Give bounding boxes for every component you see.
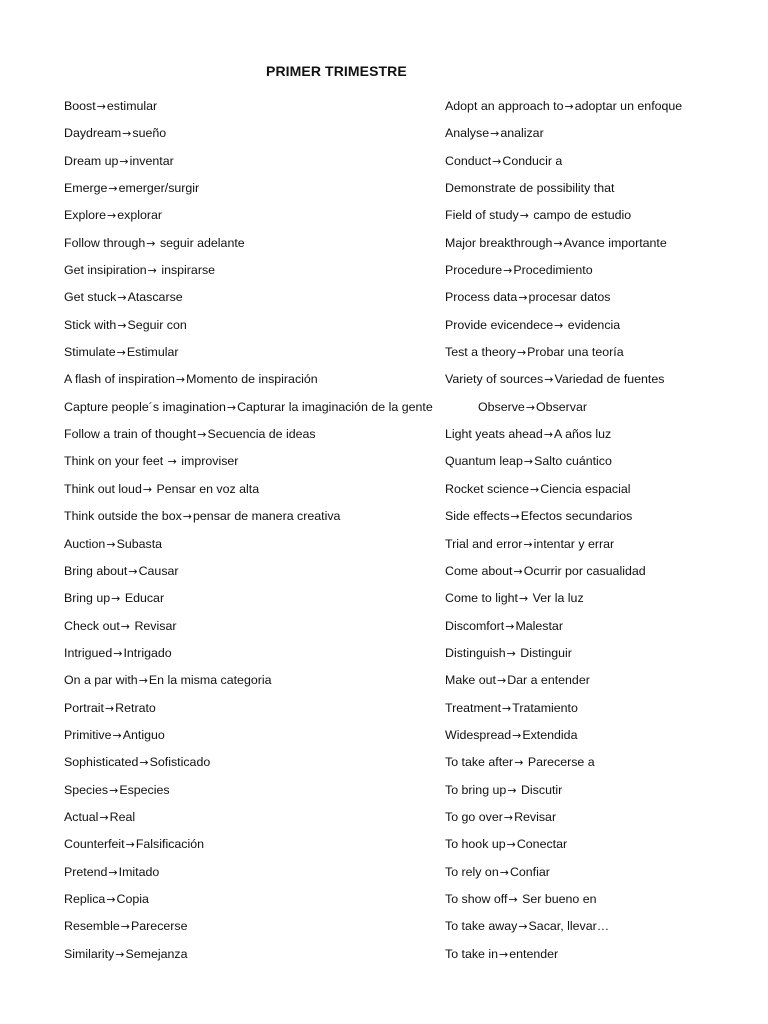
entry-term: Similarity [64,946,115,961]
vocabulary-entry [64,640,454,667]
vocabulary-entry [64,859,454,886]
vocabulary-entry [445,913,745,940]
entry-term: Distinguish [445,645,506,660]
vocabulary-entry [445,831,745,858]
arrow-right-icon: → [499,947,509,961]
arrow-right-icon: → [182,510,193,524]
arrow-right-icon: → [525,400,536,414]
vocabulary-entry [445,148,745,175]
entry-term: Field of study [445,208,519,223]
entry-term: Adopt an approach to [445,99,564,113]
entry-term: To rely on [445,864,499,879]
vocabulary-entry [64,831,454,858]
entry-term: Follow a train of thought [64,427,197,442]
arrow-right-icon: → [508,892,518,906]
arrow-right-icon: → [502,701,512,715]
entry-term: Primitive [64,727,112,742]
vocabulary-entry [64,257,454,284]
arrow-right-icon: → [116,346,126,360]
arrow-right-icon: → [492,154,502,168]
arrow-right-icon: → [506,838,516,852]
arrow-right-icon: → [117,291,127,305]
entry-term: To bring up [445,782,507,797]
vocabulary-entry [445,366,745,393]
entry-translation: Intrigado [123,645,172,660]
vocabulary-entry [445,558,745,585]
arrow-right-icon: → [513,564,523,578]
entry-translation: analizar [500,126,544,141]
entry-translation: Momento de inspiración [186,372,318,387]
vocabulary-entry [445,448,745,475]
entry-translation: Semejanza [125,946,188,961]
vocabulary-entry [64,613,454,640]
entry-term: Daydream [64,126,122,141]
entry-term: Observe [478,399,525,414]
arrow-right-icon: → [505,619,515,633]
entry-translation: Real [109,809,136,824]
entry-term: To take in [445,946,499,961]
entry-translation: Seguir con [127,317,187,332]
entry-term: To hook up [445,837,506,852]
arrow-right-icon: → [106,537,116,551]
vocabulary-entry [445,859,745,886]
entry-translation: Distinguir [516,645,572,660]
arrow-right-icon: → [106,892,116,906]
entry-term: Intrigued [64,645,113,660]
arrow-right-icon: → [499,865,509,879]
vocabulary-entry [64,202,454,229]
entry-translation: Ciencia espacial [540,481,631,496]
entry-term: Quantum leap [445,454,523,469]
arrow-right-icon: → [146,236,156,250]
entry-translation: En la misma categoria [148,673,272,688]
entry-translation: improviser [177,454,239,469]
entry-term: Demonstrate de possibility that [445,181,615,196]
vocabulary-entry [445,175,745,202]
vocabulary-entry [445,941,745,968]
arrow-right-icon: → [147,264,157,278]
entry-term: Procedure [445,263,503,278]
entry-term: Bring about [64,563,128,578]
arrow-right-icon: → [510,510,520,524]
entry-translation: Atascarse [127,290,183,305]
vocabulary-column-left [64,93,454,968]
vocabulary-entry [445,93,745,120]
vocabulary-entry [64,913,454,940]
entry-translation: A años luz [554,427,612,442]
vocabulary-entry [64,148,454,175]
entry-translation: Subasta [116,536,163,551]
entry-term: Think out loud [64,481,142,496]
arrow-right-icon: → [108,865,118,879]
entry-translation: Especies [119,782,170,797]
entry-term: Analyse [445,126,490,141]
entry-translation: Secuencia de ideas [207,427,316,442]
arrow-right-icon: → [96,100,106,113]
entry-term: Treatment [445,700,502,715]
entry-translation: Observar [536,399,588,414]
entry-translation: Confiar [509,864,550,879]
entry-term: To take after [445,755,514,770]
vocabulary-entry [64,448,454,475]
vocabulary-entry [445,695,745,722]
entry-translation: Revisar [131,618,177,633]
vocabulary-entry [445,202,745,229]
entry-translation: estimular [106,99,158,113]
vocabulary-entry [445,613,745,640]
arrow-right-icon: → [122,127,132,141]
entry-translation: adoptar un enfoque [574,99,683,113]
entry-translation: campo de estudio [529,208,632,223]
entry-term: Make out [445,673,496,688]
entry-term: Get insipiration [64,263,147,278]
vocabulary-entry [445,394,745,421]
vocabulary-entry [445,640,745,667]
entry-term: Counterfeit [64,837,125,852]
entry-term: Boost [64,99,96,113]
vocabulary-entry [64,284,454,311]
arrow-right-icon: → [553,236,563,250]
entry-translation: Conducir a [502,153,563,168]
arrow-right-icon: → [109,783,119,797]
entry-term: Check out [64,618,120,633]
entry-term: To show off [445,891,508,906]
entry-translation: procesar datos [528,290,611,305]
vocabulary-entry [64,531,454,558]
arrow-right-icon: → [104,701,115,715]
arrow-right-icon: → [503,810,514,824]
entry-translation: Variedad de fuentes [554,372,665,387]
entry-term: Portrait [64,700,104,715]
arrow-right-icon: → [523,537,533,551]
vocabulary-entry [445,421,745,448]
entry-term: Variety of sources [445,372,544,387]
entry-term: Stimulate [64,345,116,360]
entry-translation: Sofisticado [149,755,211,770]
arrow-right-icon: → [167,455,177,469]
entry-term: Think outside the box [64,509,182,524]
arrow-right-icon: → [514,756,524,770]
entry-term: Pretend [64,864,108,879]
entry-term: Follow through [64,235,146,250]
vocabulary-entry [445,312,745,339]
arrow-right-icon: → [120,619,131,633]
entry-term: Stick with [64,317,117,332]
vocabulary-entry [445,804,745,831]
entry-term: Come about [445,563,513,578]
vocabulary-entry [64,804,454,831]
vocabulary-column-right [445,93,745,968]
arrow-right-icon: → [519,209,529,223]
vocabulary-entry [64,312,454,339]
arrow-right-icon: → [544,373,554,387]
entry-translation: sueño [132,126,167,141]
vocabulary-entry [445,531,745,558]
arrow-right-icon: → [519,592,529,606]
arrow-right-icon: → [518,920,528,934]
entry-term: Emerge [64,181,108,196]
arrow-right-icon: → [197,428,207,442]
entry-translation: inventar [129,153,174,168]
entry-term: A flash of inspiration [64,372,175,387]
entry-translation: Conectar [516,837,568,852]
arrow-right-icon: → [518,291,528,305]
entry-translation: emerger/surgir [118,181,200,196]
arrow-right-icon: → [523,455,534,469]
entry-translation: Falsificación [135,837,205,852]
entry-term: Get stuck [64,290,117,305]
vocabulary-entry [64,394,454,421]
vocabulary-entry [64,230,454,257]
entry-translation: seguir adelante [156,235,245,250]
entry-translation: Ver la luz [529,591,584,606]
entry-translation: Antiguo [122,727,165,742]
entry-translation: Parecerse [131,919,188,934]
entry-term: Major breakthrough [445,235,553,250]
entry-translation: Dar a entender [507,673,590,688]
arrow-right-icon: → [99,810,109,824]
arrow-right-icon: → [115,947,125,961]
vocabulary-entry [64,722,454,749]
entry-translation: Pensar en voz alta [153,481,260,496]
entry-term: Resemble [64,919,120,934]
entry-translation: intentar y errar [533,536,615,551]
vocabulary-entry [64,339,454,366]
entry-term: Widespread [445,727,512,742]
entry-term: On a par with [64,673,138,688]
vocabulary-entry [64,503,454,530]
vocabulary-entry [445,667,745,694]
entry-term: Process data [445,290,518,305]
entry-translation: inspirarse [157,263,216,278]
vocabulary-entry [445,476,745,503]
vocabulary-entry [64,749,454,776]
arrow-right-icon: → [503,264,513,278]
vocabulary-entry [445,503,745,530]
entry-translation: Imitado [118,864,160,879]
entry-term: Bring up [64,591,111,606]
arrow-right-icon: → [142,482,153,496]
entry-translation: Educar [121,591,165,606]
vocabulary-entry [64,941,454,968]
entry-translation: Parecerse a [524,755,595,770]
entry-translation: Extendida [522,727,578,742]
vocabulary-entry [64,366,454,393]
entry-translation: Tratamiento [512,700,578,715]
entry-translation: Ser bueno en [518,891,597,906]
entry-translation: Capturar la imaginación de la gente [237,399,433,414]
entry-translation: entender [509,946,559,961]
vocabulary-entry [445,339,745,366]
arrow-right-icon: → [543,428,554,442]
entry-translation: Malestar [515,618,563,633]
arrow-right-icon: → [128,564,138,578]
arrow-right-icon: → [113,646,123,660]
arrow-right-icon: → [554,318,564,332]
entry-translation: Estimular [126,345,179,360]
arrow-right-icon: → [490,127,500,141]
entry-term: Conduct [445,153,492,168]
entry-translation: Revisar [514,809,557,824]
vocabulary-entry [445,585,745,612]
arrow-right-icon: → [512,728,522,742]
entry-term: Trial and error [445,536,523,551]
vocabulary-entry [445,722,745,749]
arrow-right-icon: → [530,482,540,496]
entry-translation: Ocurrir por casualidad [523,563,646,578]
entry-term: Explore [64,208,107,223]
arrow-right-icon: → [506,646,516,660]
vocabulary-entry [64,421,454,448]
vocabulary-entry [64,886,454,913]
entry-translation: Procedimiento [513,263,593,278]
entry-translation: Salto cuántico [534,454,612,469]
vocabulary-entry [445,284,745,311]
entry-translation: Copia [116,891,149,906]
arrow-right-icon: → [108,182,118,196]
vocabulary-entry [64,777,454,804]
arrow-right-icon: → [119,154,129,168]
arrow-right-icon: → [117,318,127,332]
entry-translation: pensar de manera creativa [193,509,341,524]
vocabulary-entry [64,93,454,120]
entry-translation: Efectos secundarios [520,509,633,524]
entry-translation: Sacar, llevar… [528,919,610,934]
arrow-right-icon: → [111,592,121,606]
vocabulary-entry [445,120,745,147]
arrow-right-icon: → [516,346,527,360]
vocabulary-entry [64,585,454,612]
arrow-right-icon: → [175,373,186,387]
entry-translation: Avance importante [563,235,667,250]
entry-term: Actual [64,809,99,824]
entry-term: Test a theory [445,345,516,360]
vocabulary-entry [445,230,745,257]
entry-term: Auction [64,536,106,551]
entry-translation: Retrato [115,700,156,715]
entry-term: To take away [445,919,518,934]
vocabulary-entry [445,257,745,284]
entry-term: Think on your feet [64,454,167,469]
entry-translation: Causar [138,563,179,578]
arrow-right-icon: → [564,100,574,113]
vocabulary-entry [64,695,454,722]
page-title: PRIMER TRIMESTRE [266,63,407,79]
entry-term: Come to light [445,591,519,606]
entry-translation: Discutir [517,782,563,797]
entry-term: Provide evicendece [445,317,554,332]
entry-term: Replica [64,891,106,906]
entry-translation: evidencia [564,317,621,332]
entry-translation: explorar [117,208,162,223]
arrow-right-icon: → [496,674,507,688]
entry-term: Species [64,782,109,797]
arrow-right-icon: → [120,920,131,934]
vocabulary-entry [64,120,454,147]
arrow-right-icon: → [507,783,517,797]
entry-term: To go over [445,809,503,824]
arrow-right-icon: → [112,728,122,742]
vocabulary-entry [64,558,454,585]
entry-term: Capture people´s imagination [64,399,226,414]
entry-term: Light yeats ahead [445,427,543,442]
entry-translation: Probar una teoría [527,345,624,360]
arrow-right-icon: → [226,400,237,414]
entry-term: Rocket science [445,481,530,496]
entry-term: Discomfort [445,618,505,633]
entry-term: Dream up [64,153,119,168]
vocabulary-entry [445,749,745,776]
vocabulary-entry [445,886,745,913]
arrow-right-icon: → [125,838,135,852]
arrow-right-icon: → [107,209,117,223]
vocabulary-entry [64,175,454,202]
entry-term: Side effects [445,509,510,524]
arrow-right-icon: → [138,674,148,688]
entry-term: Sophisticated [64,755,139,770]
vocabulary-entry [64,667,454,694]
arrow-right-icon: → [139,756,149,770]
vocabulary-entry [445,777,745,804]
vocabulary-entry [64,476,454,503]
